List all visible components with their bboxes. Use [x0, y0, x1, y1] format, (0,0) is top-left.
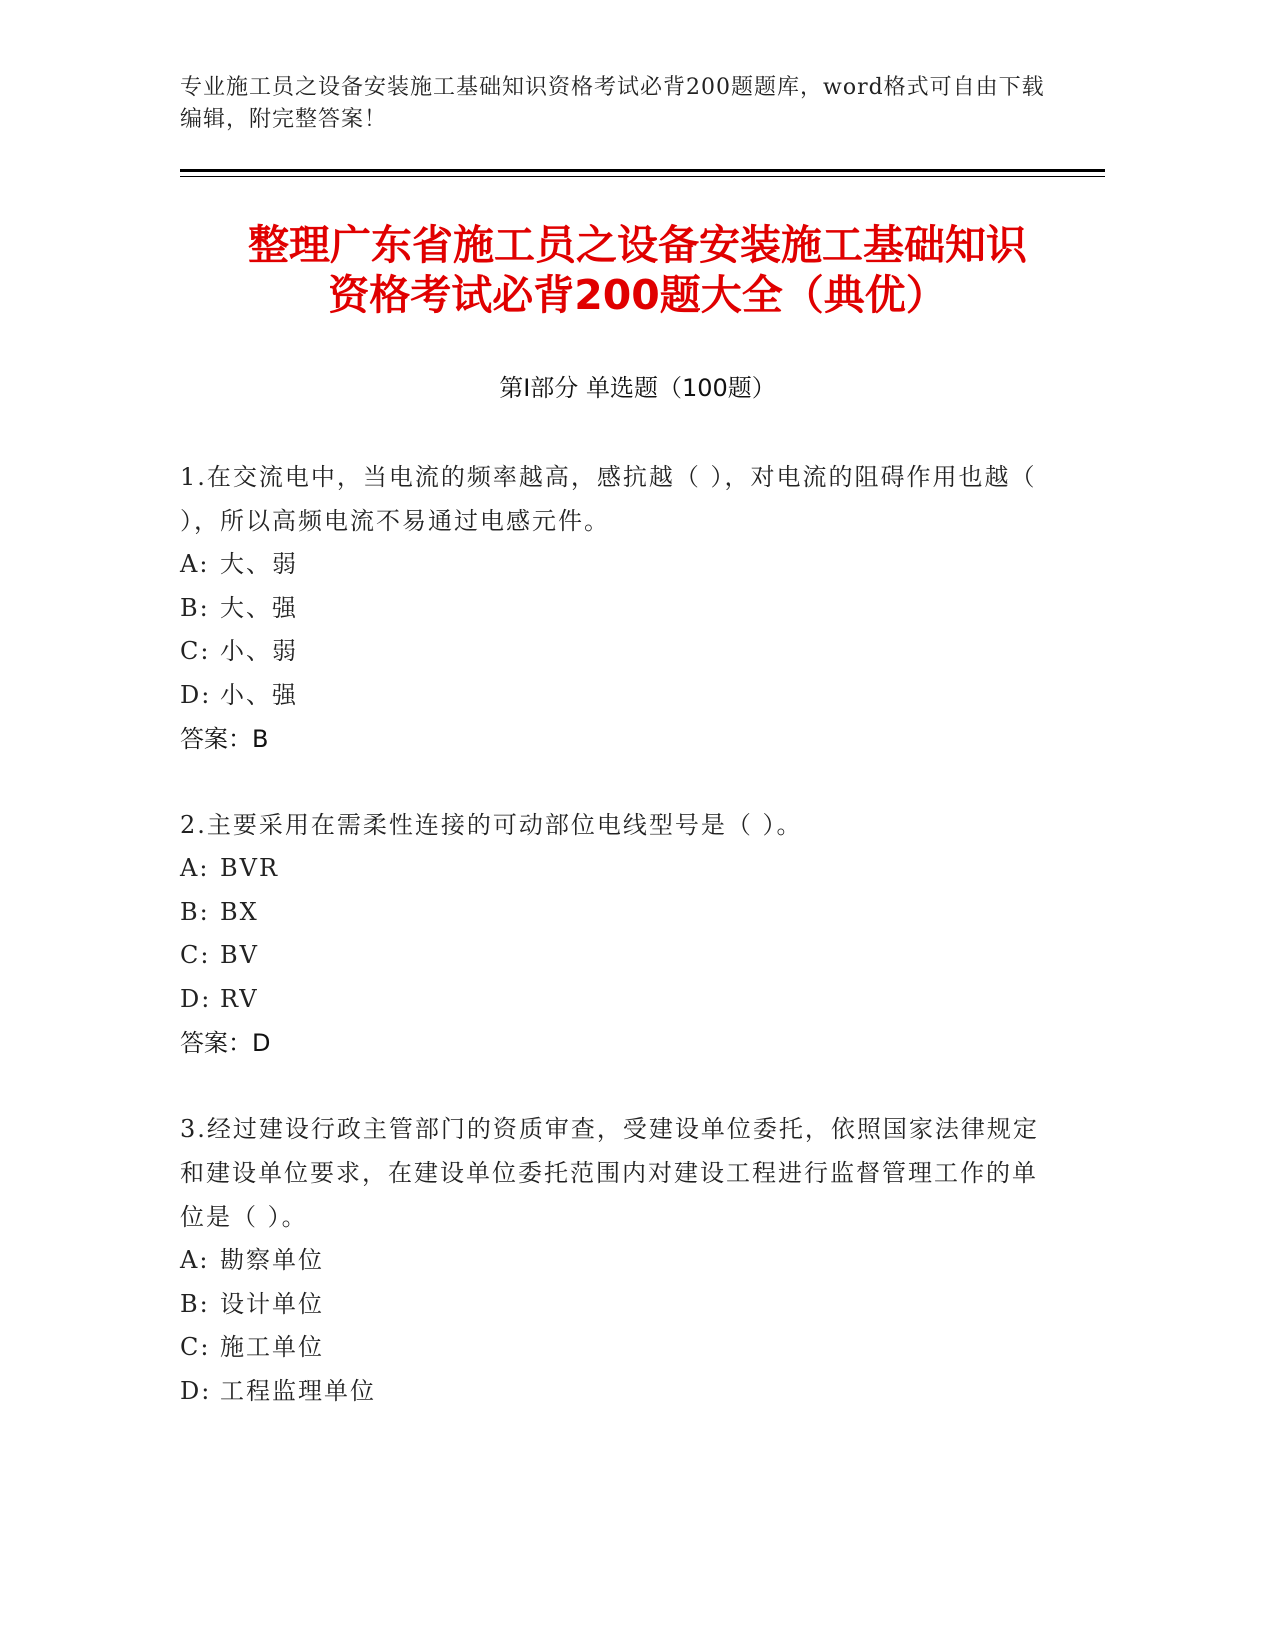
- option-text: 设计单位: [220, 1289, 324, 1318]
- question-stem: 2.主要采用在需柔性连接的可动部位电线型号是（ ）。: [180, 811, 803, 839]
- option-letter: B:: [180, 897, 210, 926]
- option-text: 大、弱: [220, 550, 298, 578]
- answer-text: 答案：B: [180, 725, 269, 753]
- option-c: [180, 934, 1040, 978]
- option-letter: D:: [180, 680, 212, 709]
- option-b: [180, 1283, 1040, 1327]
- option-c: [180, 1326, 1040, 1370]
- option-letter: B:: [180, 593, 210, 622]
- option-d: [180, 1370, 1040, 1414]
- option-a: [180, 543, 1040, 587]
- option-text: 工程监理单位: [220, 1376, 376, 1405]
- option-text: 大、强: [220, 593, 298, 622]
- option-letter: B:: [180, 1289, 210, 1318]
- option-text: 小、强: [220, 680, 298, 709]
- option-letter: D:: [180, 1376, 212, 1405]
- option-b: [180, 891, 1040, 935]
- question-3: [180, 1107, 1040, 1413]
- option-text: 施工单位: [220, 1333, 324, 1361]
- option-letter: A:: [180, 1246, 210, 1274]
- document-title: [150, 220, 1125, 320]
- option-c: [180, 630, 1040, 674]
- option-a: [180, 1239, 1040, 1283]
- option-letter: A:: [180, 854, 210, 882]
- option-letter: A:: [180, 550, 210, 578]
- question-2: [180, 803, 1040, 1065]
- option-text: 小、弱: [220, 637, 298, 665]
- option-letter: D:: [180, 984, 212, 1013]
- option-text: BV: [220, 941, 259, 969]
- section-title: 第Ⅰ部分 单选题（100题）: [499, 374, 776, 402]
- question-1: [180, 455, 1040, 761]
- option-text: BX: [220, 897, 259, 926]
- option-letter: C:: [180, 941, 211, 969]
- option-letter: C:: [180, 1333, 211, 1361]
- header-divider-thin: [180, 176, 1105, 177]
- header-note: 专业施工员之设备安装施工基础知识资格考试必背200题题库，word格式可自由下载编辑，附完整答案！: [180, 75, 1045, 132]
- option-text: 勘察单位: [220, 1246, 324, 1274]
- option-d: [180, 978, 1040, 1022]
- document-title-line-2: 资格考试必背200题大全（典优）: [328, 271, 947, 319]
- option-a: [180, 847, 1040, 891]
- question-stem: 3.经过建设行政主管部门的资质审查，受建设单位委托，依照国家法律规定和建设单位要求，在建设单位委托范围内对建设工程进行监督管理工作的单位是（ ）。: [180, 1115, 1039, 1231]
- header-divider-thick: [180, 169, 1105, 172]
- question-list: [180, 455, 1040, 1455]
- document-title-line-1: 整理广东省施工员之设备安装施工基础知识: [248, 221, 1027, 269]
- option-text: BVR: [220, 854, 280, 882]
- question-stem: 1.在交流电中，当电流的频率越高，感抗越（ ），对电流的阻碍作用也越（ ），所以高频电流不易通过电感元件。: [180, 463, 1037, 535]
- option-b: [180, 587, 1040, 631]
- option-text: RV: [220, 984, 259, 1013]
- option-letter: C:: [180, 637, 211, 665]
- option-d: [180, 674, 1040, 718]
- answer-text: 答案：D: [180, 1029, 271, 1057]
